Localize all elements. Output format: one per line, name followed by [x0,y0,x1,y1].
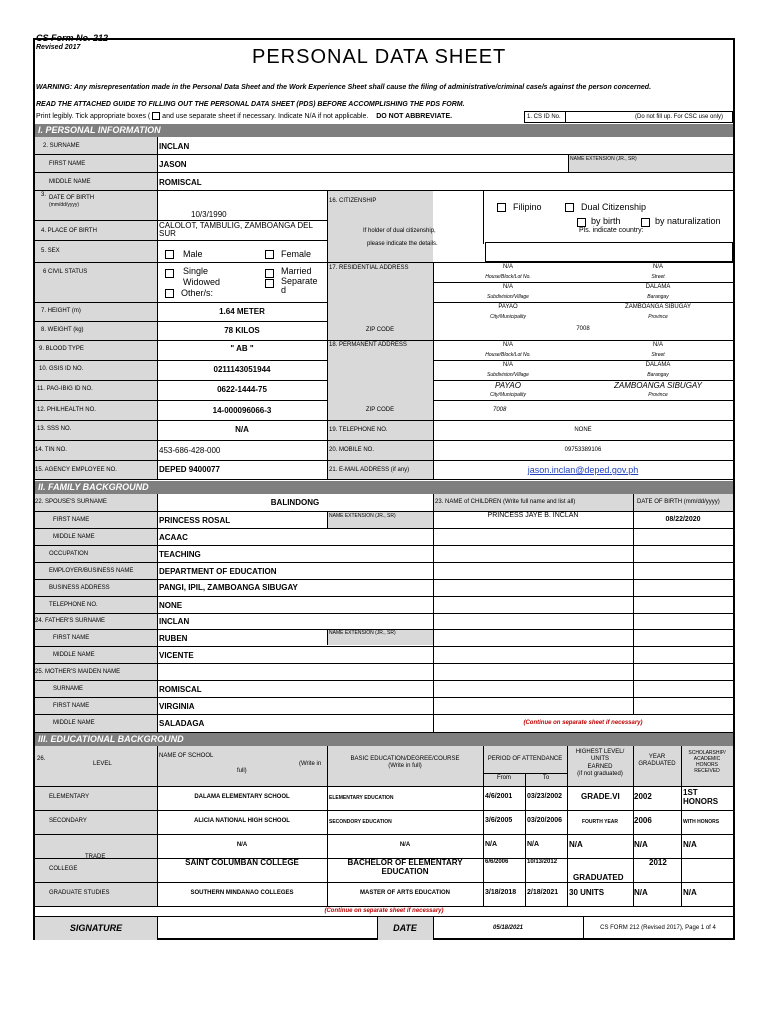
cs-id-label: 1. CS ID No. [527,114,561,120]
mother-first-value[interactable]: VIRGINIA [159,702,195,711]
print-instructions-b: and use separate sheet if necessary. Indicate N/A if not applicable. [162,112,369,120]
dual-note-1: If holder of dual citizenship, [363,228,436,234]
res-brgy-value[interactable]: DALAMA [645,284,671,290]
edu-year-trade[interactable]: N/A [634,840,648,849]
edu-from-trade[interactable]: N/A [485,841,498,848]
spouse-surname-label: 22. SPOUSE'S SURNAME [35,499,107,505]
edu-year-secondary[interactable]: 2006 [634,816,652,825]
father-middle-label: MIDDLE NAME [53,652,95,658]
edu-from-elementary[interactable]: 4/6/2001 [485,793,513,800]
page-title: PERSONAL DATA SHEET [252,46,507,68]
school-write-in: (Write in [299,761,322,767]
edu-highest-secondary[interactable]: FOURTH YEAR [581,819,619,825]
form-revised: Revised 2017 [36,44,81,51]
print-instructions [36,112,452,120]
res-brgy-label: Barangay [647,294,669,300]
res-city-label: City/Municipality [489,314,527,320]
sss-value[interactable]: N/A [235,425,249,434]
civil-married-label: Married [281,266,312,276]
telephone-value[interactable]: NONE [574,427,592,433]
res-house-value[interactable]: N/A [502,264,513,270]
edu-highest-graduate[interactable]: 30 UNITS [569,888,605,897]
civil-widowed-label: Widowed [183,277,221,287]
personal-data-sheet [33,38,735,940]
father-first-label: FIRST NAME [53,635,90,641]
edu-to-elementary[interactable]: 03/23/2002 [527,793,563,800]
father-surname-label: 24. FATHER'S SURNAME [35,618,106,624]
height-value[interactable]: 1.64 METER [219,307,265,316]
edu-honors-secondary[interactable]: WITH HONORS [683,819,720,825]
spouse-telephone-label: TELEPHONE NO. [49,602,98,608]
edu-to-graduate[interactable]: 2/18/2021 [527,889,559,896]
edu-honors-trade[interactable]: N/A [683,840,697,849]
family-continue-note: (Continue on separate sheet if necessary) [523,720,643,726]
civil-single-checkbox[interactable] [165,269,174,278]
sex-male-label: Male [183,249,203,259]
edu-from-secondary[interactable]: 3/6/2005 [485,817,513,824]
edu-to-college[interactable]: 10/13/2012 [527,859,558,865]
child-name-value[interactable]: PRINCESS JAYE B. INCLAN [487,512,579,519]
civil-single-label: Single [183,266,209,276]
res-subd-label: Subdivision/Village [487,294,529,300]
edu-course-college[interactable]: BACHELOR OF ELEMENTARY EDUCATION [347,858,463,876]
gsis-label: 10. GSIS ID NO. [39,366,84,372]
edu-school-college[interactable]: SAINT COLUMBAN COLLEGE [185,858,299,867]
blood-type-label: 9. BLOOD TYPE [39,346,84,352]
first-name-value[interactable]: JASON [159,160,187,169]
perm-city-label: City/Municipality [489,392,527,398]
children-label: 23. NAME of CHILDREN (Write full name and list all) [435,499,576,505]
telephone-label: 19. TELEPHONE NO. [329,427,388,433]
perm-house-label: House/Block/Lot No. [485,352,531,358]
section-personal-information: I. PERSONAL INFORMATION [35,124,733,137]
edu-course-secondary[interactable]: SECONDORY EDUCATION [329,819,392,825]
sex-male-checkbox[interactable] [165,250,174,259]
honors-header-4: RECEIVED [694,768,720,774]
checkbox-sample-icon [152,112,160,120]
middle-name-label: MIDDLE NAME [49,179,91,185]
period-header: PERIOD OF ATTENDANCE [487,756,563,762]
edu-year-college[interactable]: 2012 [649,858,667,867]
edu-highest-elementary[interactable]: GRADE.VI [581,792,620,801]
course-write-in: (Write in full) [388,763,422,769]
residential-address-label: 17. RESIDENTIAL ADDRESS [329,265,409,271]
page-note: CS FORM 212 (Revised 2017), Page 1 of 4 [600,925,716,931]
spouse-telephone-value[interactable]: NONE [159,601,183,610]
dob-value[interactable]: 10/3/1990 [191,210,227,219]
child-dob-label: DATE OF BIRTH (mm/dd/yyyy) [637,499,720,505]
tin-value[interactable]: 453-686-428-000 [159,446,221,455]
citizenship-dual-checkbox[interactable] [565,203,574,212]
perm-zip-value[interactable]: 7008 [493,407,507,413]
edu-school-graduate[interactable]: SOUTHERN MINDANAO COLLEGES [190,890,294,896]
res-zip-value[interactable]: 7008 [576,326,590,332]
edu-to-secondary[interactable]: 03/20/2006 [527,817,563,824]
perm-house-value[interactable]: N/A [502,342,513,348]
father-surname-value[interactable]: INCLAN [159,617,190,626]
mother-surname-label: SURNAME [53,686,84,692]
citizenship-filipino-checkbox[interactable] [497,203,506,212]
mobile-label: 20. MOBILE NO. [329,447,375,453]
edu-level-secondary: SECONDARY [49,818,87,824]
year-header-2: GRADUATED [638,761,676,767]
father-middle-value[interactable]: VICENTE [159,651,194,660]
perm-subd-value[interactable]: N/A [502,362,513,368]
sex-label: 5. SEX [41,248,60,254]
school-header: NAME OF SCHOOL [159,753,214,759]
section-family-background: II. FAMILY BACKGROUND [35,481,733,494]
pagibig-label: 11. PAG-IBIG ID NO. [37,386,93,392]
tin-label: 14. TIN NO. [35,447,67,453]
guide-text: READ THE ATTACHED GUIDE TO FILLING OUT THE PERSONAL DATA SHEET (PDS) BEFORE ACCOMPLISHING THE PDS FORM. [36,101,465,108]
occupation-value[interactable]: TEACHING [159,550,201,559]
perm-brgy-label: Barangay [647,372,669,378]
level-header: LEVEL [93,761,112,767]
section-educational-background: III. EDUCATIONAL BACKGROUND [35,733,733,746]
civil-status-label: 6 CIVIL STATUS [43,269,88,275]
highest-header-1: HIGHEST LEVEL/ [575,749,625,755]
edu-school-trade[interactable]: N/A [236,842,248,848]
business-address-value[interactable]: PANGI, IPIL, ZAMBOANGA SIBUGAY [159,583,298,592]
spouse-middle-label: MIDDLE NAME [53,534,95,540]
perm-brgy-value[interactable]: DALAMA [645,362,671,368]
edu-course-elementary[interactable]: ELEMENTARY EDUCATION [329,795,394,801]
pagibig-value[interactable]: 0622-1444-75 [217,385,267,394]
date-value[interactable]: 05/18/2021 [492,925,524,931]
dob-number: 3. [41,192,47,198]
civil-others-label: Other/s: [181,288,214,298]
edu-year-graduate[interactable]: N/A [634,888,648,897]
edu-from-college[interactable]: 6/6/2006 [485,859,509,865]
cs-id-note: (Do not fill up. For CSC use only) [635,114,724,120]
sss-label: 13. SSS NO. [37,426,72,432]
edu-highest-college[interactable]: GRADUATED [573,873,624,882]
edu-school-secondary[interactable]: ALICIA NATIONAL HIGH SCHOOL [194,818,290,824]
res-street-label: Street [651,274,665,280]
mother-first-label: FIRST NAME [53,703,90,709]
spouse-surname-value[interactable]: BALINDONG [270,498,320,507]
place-of-birth-label: 4. PLACE OF BIRTH [41,228,97,234]
edu-to-trade[interactable]: N/A [527,841,540,848]
year-header-1: YEAR [648,754,666,760]
spouse-first-value[interactable]: PRINCESS ROSAL [159,516,231,525]
email-label: 21. E-MAIL ADDRESS (if any) [329,467,410,473]
agency-label: 15. AGENCY EMPLOYEE NO. [35,467,117,473]
from-header: From [497,775,511,781]
gsis-value[interactable]: 0211143051944 [213,365,271,374]
highest-header-3: EARNED [587,764,613,770]
father-first-value[interactable]: RUBEN [159,634,188,643]
child-dob-value[interactable]: 08/22/2020 [665,516,701,523]
edu-honors-graduate[interactable]: N/A [683,888,697,897]
highest-header-4: (if not graduated) [577,771,623,777]
name-extension-label: NAME EXTENSION (JR., SR) [570,156,637,162]
school-full: full) [237,768,247,774]
date-label: DATE [393,923,417,933]
education-number: 26. [37,756,46,762]
edu-course-graduate[interactable]: MASTER OF ARTS EDUCATION [360,890,450,896]
first-name-label: FIRST NAME [49,161,86,167]
print-instructions-c: DO NOT ABBREVIATE. [376,112,453,120]
citizenship-naturalization-label: by naturalization [655,216,721,226]
employer-label: EMPLOYER/BUSINESS NAME [49,568,134,574]
weight-label: 8. WEIGHT (kg) [41,327,84,333]
civil-married-checkbox[interactable] [265,269,274,278]
philhealth-label: 12. PHILHEALTH NO. [37,407,96,413]
res-house-label: House/Block/Lot No. [485,274,531,280]
perm-city-value[interactable]: PAYAO [495,381,521,390]
middle-name-value[interactable]: ROMISCAL [159,178,202,187]
mother-middle-value[interactable]: SALADAGA [159,719,205,728]
honors-header-3: HONORS [696,762,718,768]
email-link[interactable]: jason.inclan@deped.gov.ph [527,465,639,475]
mother-middle-label: MIDDLE NAME [53,720,95,726]
father-name-ext-label: NAME EXTENSION (JR., SR) [329,630,396,636]
sex-female-label: Female [281,249,312,259]
edu-school-elementary[interactable]: DALAMA ELEMENTARY SCHOOL [194,794,290,800]
edu-from-graduate[interactable]: 3/18/2018 [485,889,517,896]
edu-course-trade[interactable]: N/A [399,842,411,848]
res-prov-label: Province [648,314,668,320]
education-continue-note: (Continue on separate sheet if necessary) [324,908,444,914]
civil-separated-checkbox[interactable] [265,279,274,288]
spouse-first-label: FIRST NAME [53,517,90,523]
perm-street-label: Street [651,352,665,358]
perm-subd-label: Subdivision/Village [487,372,529,378]
citizenship-naturalization-checkbox[interactable] [641,218,650,227]
signature-field[interactable] [159,919,375,938]
honors-header-1: SCHOLARSHIP/ [688,750,726,756]
dual-note-2: please indicate the details. [367,241,438,247]
weight-value[interactable]: 78 KILOS [224,326,260,335]
sex-female-checkbox[interactable] [265,250,274,259]
permanent-address-label: 18. PERMANENT ADDRESS [329,342,407,348]
edu-level-graduate: GRADUATE STUDIES [49,890,110,896]
edu-honors-elementary[interactable]: 1ST HONORS [683,788,719,806]
dob-format: (mm/dd/yyyy) [49,202,79,208]
mother-maiden-label: 25. MOTHER'S MAIDEN NAME [35,669,121,675]
civil-others-checkbox[interactable] [165,289,174,298]
occupation-label: OCCUPATION [49,551,89,557]
citizenship-filipino-label: Filipino [513,202,542,212]
philhealth-value[interactable]: 14-000096066-3 [212,406,272,415]
spouse-middle-value[interactable]: ACAAC [159,533,188,542]
res-prov-value[interactable]: ZAMBOANGA SIBUGAY [625,304,691,310]
citizenship-by-birth-label: by birth [591,216,621,226]
warning-text: WARNING: Any misrepresentation made in the Personal Data Sheet and the Work Experience Sheet shall cause the filing of administrative/criminal case/s against the person concerned. [36,84,652,91]
edu-level-elementary: ELEMENTARY [49,794,90,800]
perm-prov-value[interactable]: ZAMBOANGA SIBUGAY [613,381,702,390]
citizenship-label: 16. CITIZENSHIP [329,198,377,204]
signature-label: SIGNATURE [69,923,123,933]
mother-surname-value[interactable]: ROMISCAL [159,685,202,694]
edu-level-trade: TRADE [85,854,106,860]
perm-prov-label: Province [648,392,668,398]
business-address-label: BUSINESS ADDRESS [49,585,110,591]
res-zip-label: ZIP CODE [365,327,395,333]
surname-value[interactable]: INCLAN [159,142,190,151]
form-number: CS Form No. 212 [36,33,109,43]
agency-value[interactable]: DEPED 9400077 [159,465,220,474]
highest-header-2: UNITS [591,756,609,762]
to-header: To [542,775,550,781]
surname-label: 2. SURNAME [43,143,80,149]
spouse-name-ext-label: NAME EXTENSION (JR., SR) [329,513,396,519]
perm-street-value[interactable]: N/A [652,342,663,348]
honors-header-2: ACADEMIC [693,756,721,762]
res-subd-value[interactable]: N/A [502,284,513,290]
edu-highest-trade[interactable]: N/A [569,840,583,849]
citizenship-dual-label: Dual Citizenship [581,202,647,212]
height-label: 7. HEIGHT (m) [41,308,81,314]
res-street-value[interactable]: N/A [652,264,663,270]
dob-label: DATE OF BIRTH [49,195,95,201]
pls-indicate-country: Pls. indicate country: [579,227,644,234]
print-instructions-a: Print legibly. Tick appropriate boxes ( [36,112,151,120]
citizenship-by-birth-checkbox[interactable] [577,218,586,227]
employer-value[interactable]: DEPARTMENT OF EDUCATION [159,567,277,576]
edu-year-elementary[interactable]: 2002 [634,792,652,801]
mobile-value[interactable]: 09753389106 [564,447,602,453]
blood-type-value[interactable]: " AB " [230,344,254,353]
res-city-value[interactable]: PAYAO [498,304,518,310]
country-dropdown[interactable] [485,242,733,262]
civil-separated-label: Separate d [281,276,318,295]
edu-level-college: COLLEGE [49,866,78,872]
place-of-birth-value[interactable]: CALOLOT, TAMBULIG, ZAMBOANGA DEL SUR [159,221,313,238]
perm-zip-label: ZIP CODE [365,407,395,413]
course-header: BASIC EDUCATION/DEGREE/COURSE [350,756,460,762]
